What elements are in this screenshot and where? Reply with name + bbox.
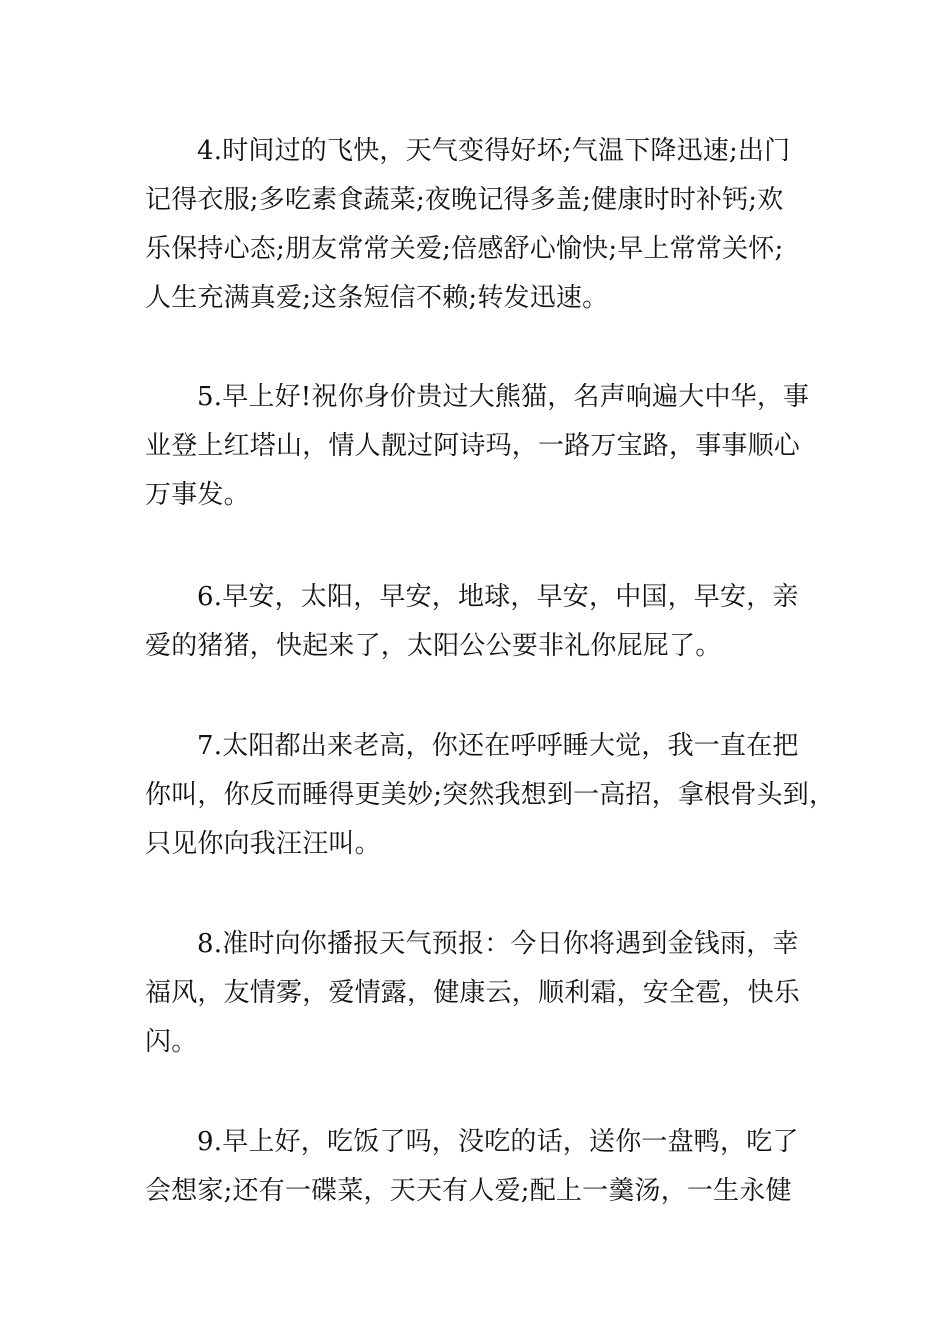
text-line: 8.准时向你播报天气预报：今日你将遇到金钱雨，幸 bbox=[197, 929, 799, 959]
paragraph-8 bbox=[145, 920, 810, 1067]
text-line: 会想家;还有一碟菜，天天有人爱;配上一羹汤，一生永健 bbox=[145, 1176, 792, 1206]
text-line: 你叫，你反而睡得更美妙;突然我想到一高招，拿根骨头到， bbox=[145, 780, 836, 810]
paragraph-5 bbox=[145, 373, 810, 520]
text-line: 闪。 bbox=[145, 1027, 198, 1057]
text-line: 福风，友情雾，爱情露，健康云，顺利霜，安全雹，快乐 bbox=[145, 978, 801, 1008]
text-line: 4.时间过的飞快，天气变得好坏;气温下降迅速;出门 bbox=[197, 136, 791, 166]
text-line: 业登上红塔山，情人靓过阿诗玛，一路万宝路，事事顺心 bbox=[145, 431, 801, 461]
paragraph-4 bbox=[145, 127, 810, 323]
paragraph-7 bbox=[145, 722, 836, 869]
text-line: 只见你向我汪汪叫。 bbox=[145, 829, 381, 859]
text-line: 6.早安，太阳，早安，地球，早安，中国，早安，亲 bbox=[197, 582, 799, 612]
paragraph-9 bbox=[145, 1118, 810, 1216]
text-line: 9.早上好，吃饭了吗，没吃的话，送你一盘鸭，吃了 bbox=[197, 1127, 799, 1157]
text-line: 7.太阳都出来老高，你还在呼呼睡大觉，我一直在把 bbox=[197, 731, 799, 761]
paragraph-6 bbox=[145, 573, 810, 671]
text-line: 5.早上好!祝你身价贵过大熊猫，名声响遍大中华，事 bbox=[197, 382, 810, 412]
text-line: 万事发。 bbox=[145, 480, 250, 510]
text-line: 乐保持心态;朋友常常关爱;倍感舒心愉快;早上常常关怀; bbox=[145, 234, 784, 264]
text-line: 爱的猪猪，快起来了，太阳公公要非礼你屁屁了。 bbox=[145, 631, 722, 661]
text-line: 记得衣服;多吃素食蔬菜;夜晚记得多盖;健康时时补钙;欢 bbox=[145, 185, 784, 215]
text-line: 人生充满真爱;这条短信不赖;转发迅速。 bbox=[145, 283, 609, 313]
